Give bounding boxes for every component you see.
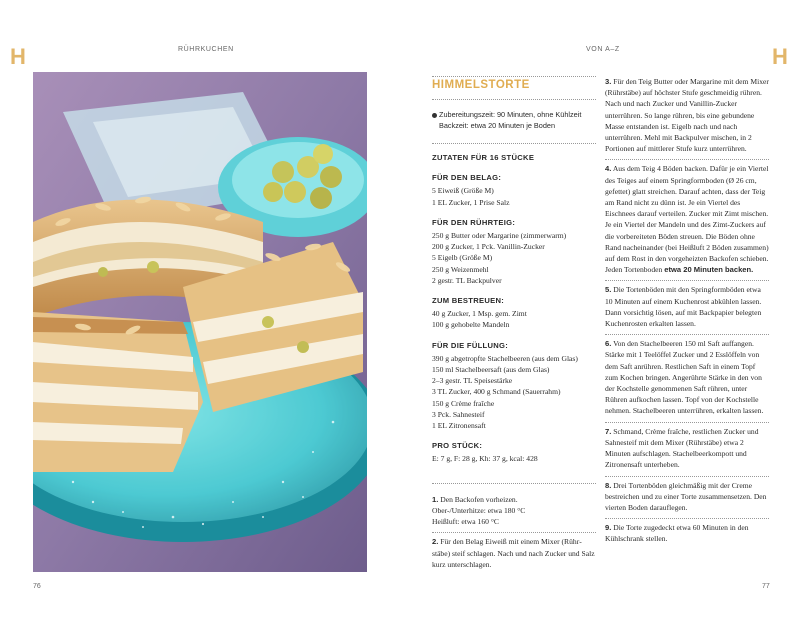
step-text: Von den Stachelbeeren 150 ml Saft auffangen. Stärke mit 1 Teelöffel Zucker und 2 Esslöffeln von dem Saft anrühren. Restlichen Saft in einem Topf zum Kochen bringen. Angerührte Stärke in den von der Kochstelle genommenen Saft rühren, unter Rühren aufkochen lassen. Topf von der Kochstelle nehmen. Stachelbeeren unterrühren, erkalten lassen. [605,339,764,416]
step-4 [605,160,769,280]
recipe-column-left [432,76,596,575]
nutrition-line: E: 7 g, F: 28 g, Kh: 37 g, kcal: 428 [432,454,538,464]
step-number: 7. [605,426,612,436]
recipe-title: HIMMELSTORTE [432,79,530,91]
step-text: Ober-/Unterhitze: etwa 180 °C [432,505,526,515]
ingredient-line: 390 g abgetropfte Stachelbeeren (aus dem Glas) [432,353,578,363]
step-text: Drei Tortenböden gleichmäßig mit der Creme bestreichen und zu einer Torte zusammensetzen. Den vierten Boden darauflegen. [605,480,767,512]
ingredient-section [432,440,596,464]
ingredient-section [432,295,596,331]
running-header-right: VON A–Z [586,46,620,53]
step-number: 1. [432,494,439,504]
step-number: 4. [605,164,612,174]
page-number-right: 77 [762,583,770,590]
bake-time: Backzeit: etwa 20 Minuten je Boden [439,120,556,130]
step-5 [605,281,769,334]
chapter-letter-right: H [772,44,788,69]
page-number-left: 76 [33,583,41,590]
clock-icon [432,113,437,118]
ingredient-line: 150 ml Stachelbeersaft (aus dem Glas) [432,365,550,375]
divider [432,99,596,100]
ingredient-section [432,172,596,208]
recipe-meta [432,110,596,131]
ingredient-line: 3 TL Zucker, 400 g Schmand (Sauerrahm) [432,387,561,397]
step-text: Den Backofen vorheizen. [440,494,518,504]
ingredient-line: 5 Eigelb (Größe M) [432,253,493,263]
cake-illustration [33,72,367,572]
ingredient-line: 5 Eiweiß (Größe M) [432,186,494,196]
ingredient-line: 2–3 gestr. TL Speisestärke [432,376,513,386]
step-text: Für den Teig Butter oder Margarine mit dem Mixer (Rührstäbe) auf höchster Stufe geschmeidig rühren. Nach und nach Zucker und Vanillin-Zucker unterrühren. So lange rühren, bis eine gebundene Masse entstanden ist. Eigelb nach und nach unterrühren. Mehl mit Backpulver mischen, in 2 Portionen auf mittlerer Stufe kurz unterrühren. [605,77,769,154]
step-number: 2. [432,537,439,547]
step-number: 5. [605,285,612,295]
step-text: Aus dem Teig 4 Böden backen. Dafür je ein Viertel des Teiges auf einem Springformboden (Ø 26 cm, gefettet) glatt streichen. Darauf achten, dass der Teig am Rand nicht zu dünn ist. Je ein Viertel des Eischnees darauf verteilen. Zucker mit Zimt mischen. Je ein Viertel der Mandeln und des Zimt-Zuckers auf die vorbereiteten Böden streuen. Die Böden ohne Rand nacheinander (bei Heißluft 2 Böden zusammen) auf dem Rost in den vorgeheizten Backofen schieben. Jeden Tortenboden [605,164,769,275]
step-number: 3. [605,77,612,86]
section-heading: FÜR DIE FÜLLUNG: [432,340,509,350]
ingredient-line: 150 g Crème fraîche [432,398,495,408]
step-number: 8. [605,480,612,490]
step-text: Heißluft: etwa 160 °C [432,517,499,527]
step-8 [605,477,769,519]
step-text: Für den Belag Eiweiß mit einem Mixer (Rührstäbe) steif schlagen. Nach und nach Zucker und Salz kurz unterschlagen. [432,537,595,569]
step-text: Schmand, Crème fraîche, restlichen Zucker und Sahnesteif mit dem Mixer (Rührstäbe) etwa 2 Minuten aufschlagen. Stachelbeerkompott und Zitronensaft unterheben. [605,426,759,470]
ingredient-line: 1 EL Zucker, 1 Prise Salz [432,197,510,207]
prep-time: Zubereitungszeit: 90 Minuten, ohne Kühlzeit [439,110,582,120]
ingredient-line: 3 Pck. Sahnesteif [432,409,485,419]
step-9 [605,519,769,549]
step-number: 6. [605,339,612,349]
ingredient-line: 2 gestr. TL Backpulver [432,275,502,285]
recipe-column-right [605,76,769,550]
section-heading: FÜR DEN RÜHRTEIG: [432,217,516,227]
chapter-letter-left: H [10,44,26,69]
step-2 [432,533,596,575]
ingredient-line: 200 g Zucker, 1 Pck. Vanillin-Zucker [432,242,545,252]
ingredient-section [432,217,596,286]
step-1 [432,484,596,533]
step-bold-text: etwa 20 Minuten backen. [664,265,754,275]
ingredient-line: 250 g Weizenmehl [432,264,489,274]
section-heading: FÜR DEN BELAG: [432,173,502,183]
cake-photo [33,72,367,572]
ingredients-heading: ZUTATEN FÜR 16 STÜCKE [432,153,535,163]
section-heading: ZUM BESTREUEN: [432,296,505,306]
running-header-left: RÜHRKUCHEN [178,46,234,53]
ingredient-section [432,340,596,432]
step-7 [605,423,769,476]
ingredient-line: 40 g Zucker, 1 Msp. gem. Zimt [432,309,527,319]
ingredient-line: 1 EL Zitronensaft [432,421,486,431]
ingredient-line: 100 g gehobelte Mandeln [432,320,510,330]
step-3 [605,76,769,159]
ingredient-line: 250 g Butter oder Margarine (zimmerwarm) [432,231,567,241]
step-number: 9. [605,523,612,533]
step-text: Die Torte zugedeckt etwa 60 Minuten in den Kühlschrank stellen. [605,523,749,544]
section-heading: PRO STÜCK: [432,441,483,451]
step-6 [605,335,769,421]
step-text: Die Tortenböden mit den Springformböden etwa 10 Minuten auf einem Kuchenrost abkühlen lassen. Dann vorsichtig lösen, auf mit Backpapier belegten Kuchenrosten erkalten lassen. [605,285,762,329]
